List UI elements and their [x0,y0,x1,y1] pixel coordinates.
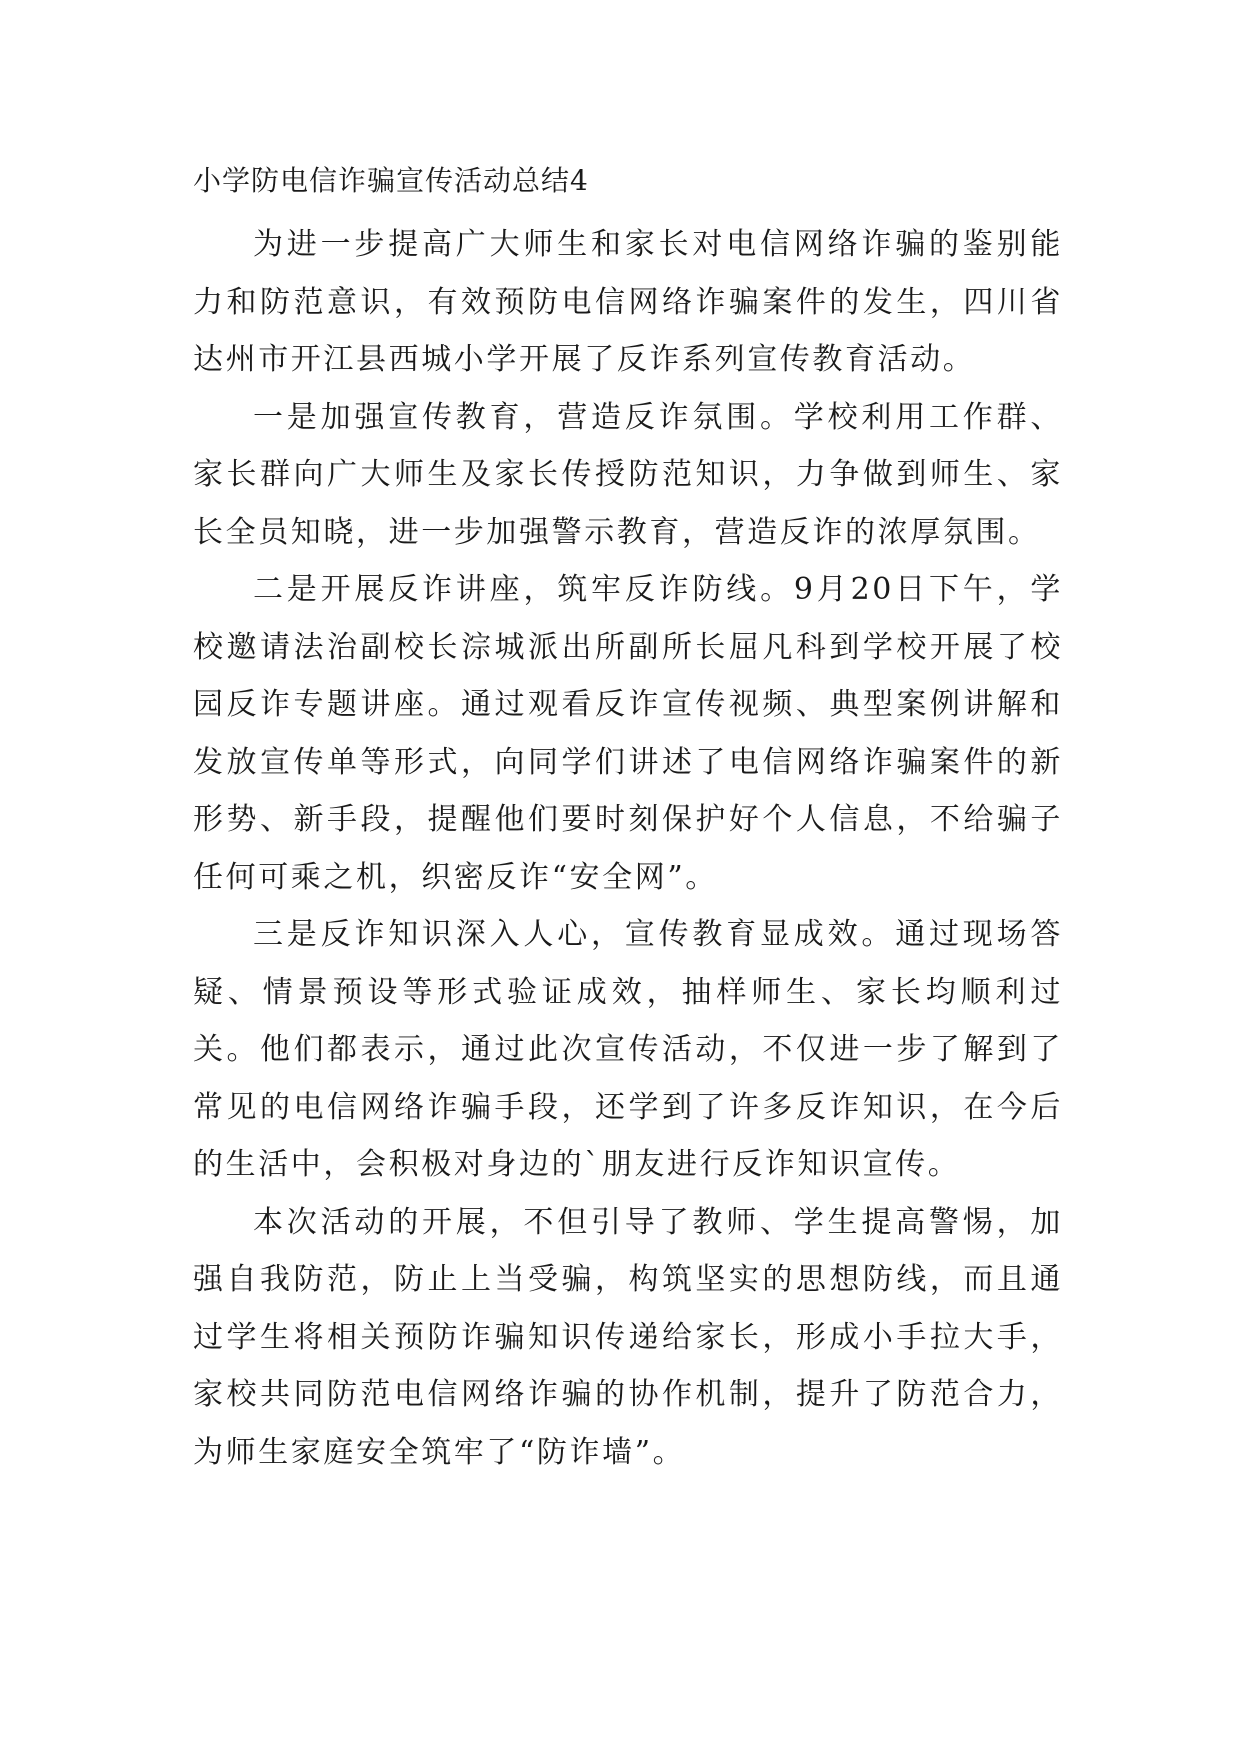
paragraph-conclusion: 本次活动的开展，不但引导了教师、学生提高警惕，加强自我防范，防止上当受骗，构筑坚实的思想防线，而且通过学生将相关预防诈骗知识传递给家长，形成小手拉大手，家校共同防范电信网络诈骗的协作机制，提升了防范合力，为师生家庭安全筑牢了“防诈墙”。 [193,1204,1063,1470]
paragraph-intro: 为进一步提高广大师生和家长对电信网络诈骗的鉴别能力和防范意识，有效预防电信网络诈骗案件的发生，四川省达州市开江县西城小学开展了反诈系列宣传教育活动。 [193,227,1063,377]
document-body [193,160,1063,1481]
paragraph-point-two: 二是开展反诈讲座，筑牢反诈防线。9月20日下午，学校邀请法治副校长淙城派出所副所长屈凡科到学校开展了校园反诈专题讲座。通过观看反诈宣传视频、典型案例讲解和发放宣传单等形式，向同学们讲述了电信网络诈骗案件的新形势、新手段，提醒他们要时刻保护好个人信息，不给骗子任何可乘之机，织密反诈“安全网”。 [193,572,1063,895]
paragraph-point-three: 三是反诈知识深入人心，宣传教育显成效。通过现场答疑、情景预设等形式验证成效，抽样师生、家长均顺利过关。他们都表示，通过此次宣传活动，不仅进一步了解到了常见的电信网络诈骗手段，还学到了许多反诈知识，在今后的生活中，会积极对身边的`朋友进行反诈知识宣传。 [193,917,1063,1182]
paragraph-point-one: 一是加强宣传教育，营造反诈氛围。学校利用工作群、家长群向广大师生及家长传授防范知识，力争做到师生、家长全员知晓，进一步加强警示教育，营造反诈的浓厚氛围。 [193,399,1063,550]
document-title: 小学防电信诈骗宣传活动总结4 [193,164,589,197]
